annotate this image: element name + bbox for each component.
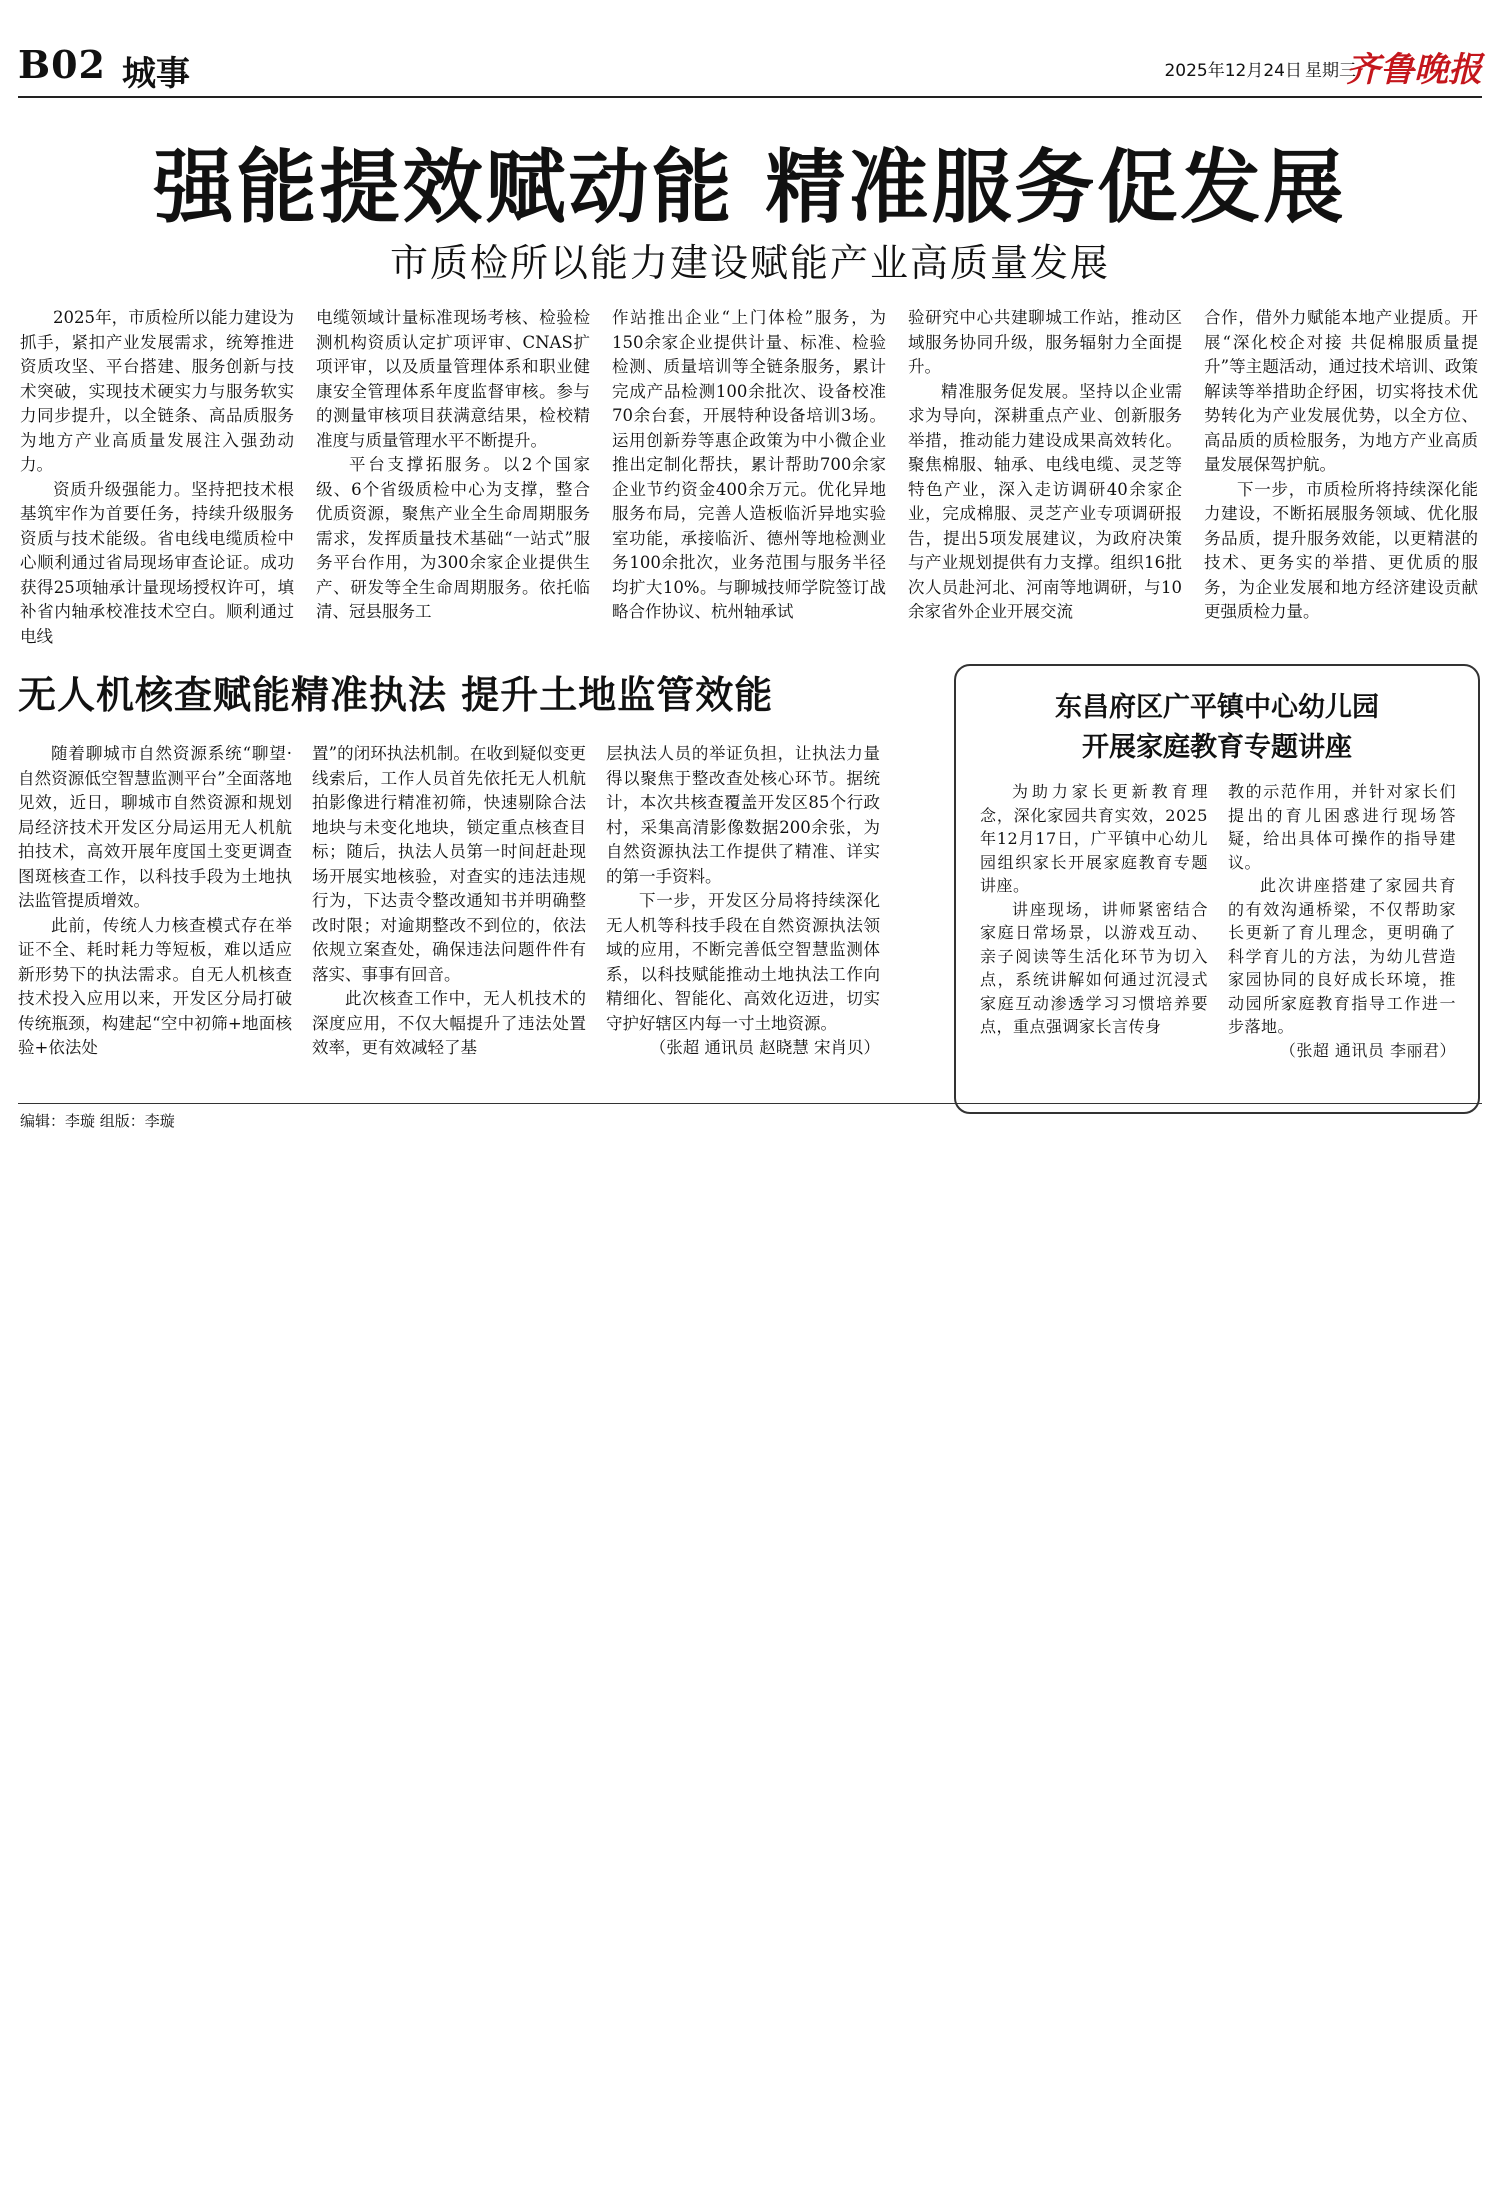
box-headline-line: 东昌府区广平镇中心幼儿园 [1055,692,1379,723]
footer-divider [18,1103,1482,1104]
section-title: 城事 [122,54,190,94]
boxed-news-item [954,664,1480,1114]
box-body [980,780,1456,1104]
story1-column [20,306,294,646]
paragraph: 作站推出企业“上门体检”服务，为150余家企业提供计量、标准、检验检测、质量培训等全链条服务，累计完成产品检测100余批次、设备校准70余台套，开展特种设备培训3场。运用创新券等惠企政策为中小微企业推出定制化帮扶，累计帮助700余家企业节约资金400余万元。优化异地服务布局，完善人造板临沂异地实验室功能，承接临沂、德州等地检测业务100余批次，业务范围与服务半径均扩大10%。与聊城技师学院签订战略合作协议、杭州轴承试 [612,308,886,621]
box-headline-line: 开展家庭教育专题讲座 [1082,732,1352,763]
byline: （张超 通讯员 赵晓慧 宋肖贝） [649,1038,880,1057]
story2-column [606,742,880,1082]
issue-date: 2025年12月24日 [1164,61,1302,81]
paragraph: 平台支撑拓服务。以2个国家级、6个省级质检中心为支撑，整合优质资源，聚焦产业全生命周期服务需求，发挥质量技术基础“一站式”服务平台作用，为300余家企业提供生产、研发等全生命周期服务。依托临清、冠县服务工 [316,455,590,621]
box-headline [956,688,1478,768]
paragraph: 讲座现场，讲师紧密结合家庭日常场景，以游戏互动、亲子阅读等生活化环节为切入点，系统讲解如何通过沉浸式家庭互动渗透学习习惯培养要点，重点强调家长言传身 [980,899,1208,1036]
story1-column [1204,306,1478,646]
paragraph: 此次核查工作中，无人机技术的深度应用，不仅大幅提升了违法处置效率，更有效减轻了基 [312,989,586,1057]
paragraph: 电缆领域计量标准现场考核、检验检测机构资质认定扩项评审、CNAS扩项评审，以及质量管理体系和职业健康安全管理体系年度监督审核。参与的测量审核项目获满意结果，检校精准度与质量管理水平不断提升。 [316,308,590,450]
paragraph: 资质升级强能力。坚持把技术根基筑牢作为首要任务，持续升级服务资质与技术能级。省电线电缆质检中心顺利通过省局现场审查论证。成功获得25项轴承计量现场授权许可，填补省内轴承校准技术空白。顺利通过电线 [20,479,294,646]
newspaper-logo: 齐鲁晚报 [1346,50,1482,90]
paragraph: 此前，传统人力核查模式存在举证不全、耗时耗力等短板，难以适应新形势下的执法需求。自无人机核查技术投入应用以来，开发区分局打破传统瓶颈，构建起“空中初筛+地面核验+依法处 [18,915,292,1057]
story1-body [20,306,1480,646]
page-number: B02 [18,42,106,87]
paragraph: 精准服务促发展。坚持以企业需求为导向，深耕重点产业、创新服务举措，推动能力建设成果高效转化。聚焦棉服、轴承、电线电缆、灵芝等特色产业，深入走访调研40余家企业，完成棉服、灵芝产业专项调研报告，提出5项发展建议，为政府决策与产业规划提供有力支撑。组织16批次人员赴河北、河南等地调研，与10余家省外企业开展交流 [908,381,1182,621]
box-column [1228,780,1456,1104]
story1-column [612,306,886,646]
header-divider [18,96,1482,98]
page-header [18,42,1482,98]
box-column [980,780,1208,1104]
paragraph: 验研究中心共建聊城工作站，推动区域服务协同升级，服务辐射力全面提升。 [908,308,1182,376]
story1-column [316,306,590,646]
story1-subheadline: 市质检所以能力建设赋能产业高质量发展 [389,241,1110,285]
paragraph: 置”的闭环执法机制。在收到疑似变更线索后，工作人员首先依托无人机航拍影像进行精准初筛，快速剔除合法地块与未变化地块，锁定重点核查目标；随后，执法人员第一时间赶赴现场开展实地核验，对查实的违法违规行为，下达责令整改通知书并明确整改时限；对逾期整改不到位的，依法依规立案查处，确保违法问题件件有落实、事事有回音。 [312,744,586,984]
story2-column [18,742,292,1082]
paragraph: 下一步，市质检所将持续深化能力建设，不断拓展服务领域、优化服务品质，提升服务效能，以更精湛的技术、更务实的举措、更优质的服务，为企业发展和地方经济建设贡献更强质检力量。 [1204,479,1478,621]
story2-body [18,742,880,1082]
byline: （张超 通讯员 李丽君） [1279,1040,1456,1060]
issue-weekday: 星期三 [1305,61,1356,81]
paragraph: 此次讲座搭建了家园共育的有效沟通桥梁，不仅帮助家长更新了育儿理念，更明确了科学育儿的方法，为幼儿营造家园协同的良好成长环境，推动园所家庭教育指导工作进一步落地。 [1228,876,1456,1036]
story2-headline: 无人机核查赋能精准执法 提升土地监管效能 [18,673,774,717]
paragraph: 层执法人员的举证负担，让执法力量得以聚焦于整改查处核心环节。据统计，本次共核查覆盖开发区85个行政村，采集高清影像数据200余张，为自然资源执法工作提供了精准、详实的第一手资料。 [606,744,880,886]
story2-column [312,742,586,1082]
paragraph: 为助力家长更新教育理念，深化家园共育实效，2025年12月17日，广平镇中心幼儿园组织家长开展家庭教育专题讲座。 [980,782,1208,895]
paragraph: 随着聊城市自然资源系统“聊望·自然资源低空智慧监测平台”全面落地见效，近日，聊城市自然资源和规划局经济技术开发区分局运用无人机航拍技术，高效开展年度国土变更调查图斑核查工作，以科技手段为土地执法监管提质增效。 [18,744,292,910]
paragraph: 下一步，开发区分局将持续深化无人机等科技手段在自然资源执法领域的应用，不断完善低空智慧监测体系，以科技赋能推动土地执法工作向精细化、智能化、高效化迈进，切实守护好辖区内每一寸土地资源。 [606,891,880,1033]
paragraph: 合作，借外力赋能本地产业提质。开展“深化校企对接 共促棉服质量提升”等主题活动，通过技术培训、政策解读等举措助企纾困，切实将技术优势转化为产业发展优势，以全方位、高品质的质检服务，为地方产业高质量发展保驾护航。 [1204,308,1478,474]
story1-column [908,306,1182,646]
editor-credits: 编辑：李璇 组版：李璇 [20,1112,175,1130]
story1-headline: 强能提效赋动能 精准服务促发展 [153,141,1347,234]
paragraph: 2025年，市质检所以能力建设为抓手，紧扣产业发展需求，统筹推进资质攻坚、平台搭建、服务创新与技术突破，实现技术硬实力与服务软实力同步提升，以全链条、高品质服务为地方产业高质量发展注入强劲动力。 [20,308,294,474]
paragraph: 教的示范作用，并针对家长们提出的育儿困惑进行现场答疑，给出具体可操作的指导建议。 [1228,782,1456,872]
